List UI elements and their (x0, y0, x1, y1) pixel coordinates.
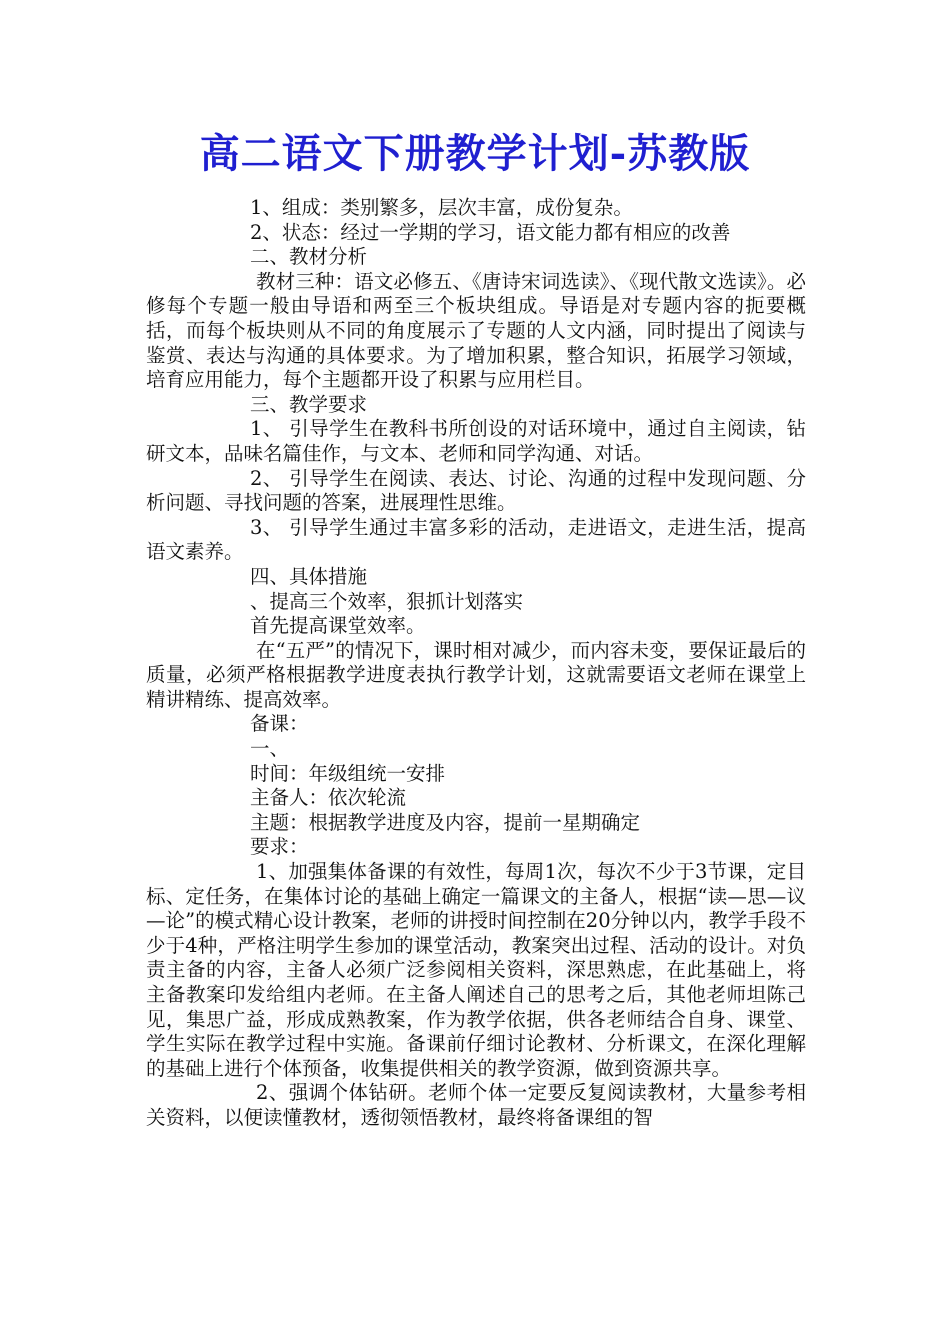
document-title: 高二语文下册教学计划-苏教版 (199, 130, 751, 177)
document-body (146, 196, 806, 1131)
paragraph: 要求： (250, 835, 309, 859)
paragraph: 时间：年级组统一安排 (250, 761, 446, 785)
paragraph: 教材三种：语文必修五、《唐诗宋词选读》、《现代散文选读》。必修每个专题一般由导语和两至三个板块组成。导语是对专题内容的扼要概括，而每个板块则从不同的角度展示了专题的人文内涵，同时提出了阅读与鉴赏、表达与沟通的具体要求。为了增加积累，整合知识，拓展学习领域，培育应用能力，每个主题都开设了积累与应用栏目。 (146, 269, 806, 392)
paragraph: 3、 引导学生通过丰富多彩的活动，走进语文，走进生活，提高语文素养。 (146, 515, 806, 564)
paragraph: 主备人：依次轮流 (250, 786, 407, 810)
paragraph: 四、具体措施 (250, 564, 368, 588)
paragraph: 2、 引导学生在阅读、表达、讨论、沟通的过程中发现问题、分析问题、寻找问题的答案，进展理性思维。 (146, 466, 806, 515)
paragraph: 2、强调个体钻研。老师个体一定要反复阅读教材，大量参考相关资料，以便读懂教材，透彻领悟教材，最终将备课组的智 (146, 1081, 806, 1129)
paragraph: 一、 (250, 737, 290, 761)
paragraph: 1、 引导学生在教科书所创设的对话环境中，通过自主阅读，钻研文本，品味名篇佳作，与文本、老师和同学沟通、对话。 (146, 417, 806, 465)
paragraph: 三、教学要求 (250, 392, 368, 416)
paragraph: 、提高三个效率，狠抓计划落实 (250, 589, 524, 613)
paragraph: 二、教材分析 (250, 245, 368, 269)
paragraph: 备课： (250, 712, 309, 736)
paragraph: 主题：根据教学进度及内容，提前一星期确定 (250, 810, 641, 834)
paragraph: 2、状态：经过一学期的学习，语文能力都有相应的改善 (250, 220, 731, 244)
paragraph: 1、组成：类别繁多，层次丰富，成份复杂。 (250, 196, 633, 219)
paragraph: 首先提高课堂效率。 (250, 614, 426, 638)
paragraph: 1、加强集体备课的有效性，每周1次，每次不少于3节课，定目标、定任务，在集体讨论的基础上确定一篇课文的主备人，根据“读—思—议—论”的模式精心设计教案，老师的讲授时间控制在20分钟以内，教学手段不少于4种，严格注明学生参加的课堂活动，教案突出过程、活动的设计。对负责主备的内容，主备人必须广泛参阅相关资料，深思熟虑，在此基础上，将主备教案印发给组内老师。在主备人阐述自己的思考之后，其他老师坦陈己见，集思广益，形成成熟教案，作为教学依据，供各老师结合自身、课堂、学生实际在教学过程中实施。备课前仔细讨论教材、分析课文，在深化理解的基础上进行个体预备，收集提供相关的教学资源，做到资源共享。 (146, 860, 806, 1080)
paragraph: 在“五严”的情况下，课时相对减少，而内容未变，要保证最后的质量，必须严格根据教学进度表执行教学计划，这就需要语文老师在课堂上精讲精练、提高效率。 (146, 638, 806, 711)
